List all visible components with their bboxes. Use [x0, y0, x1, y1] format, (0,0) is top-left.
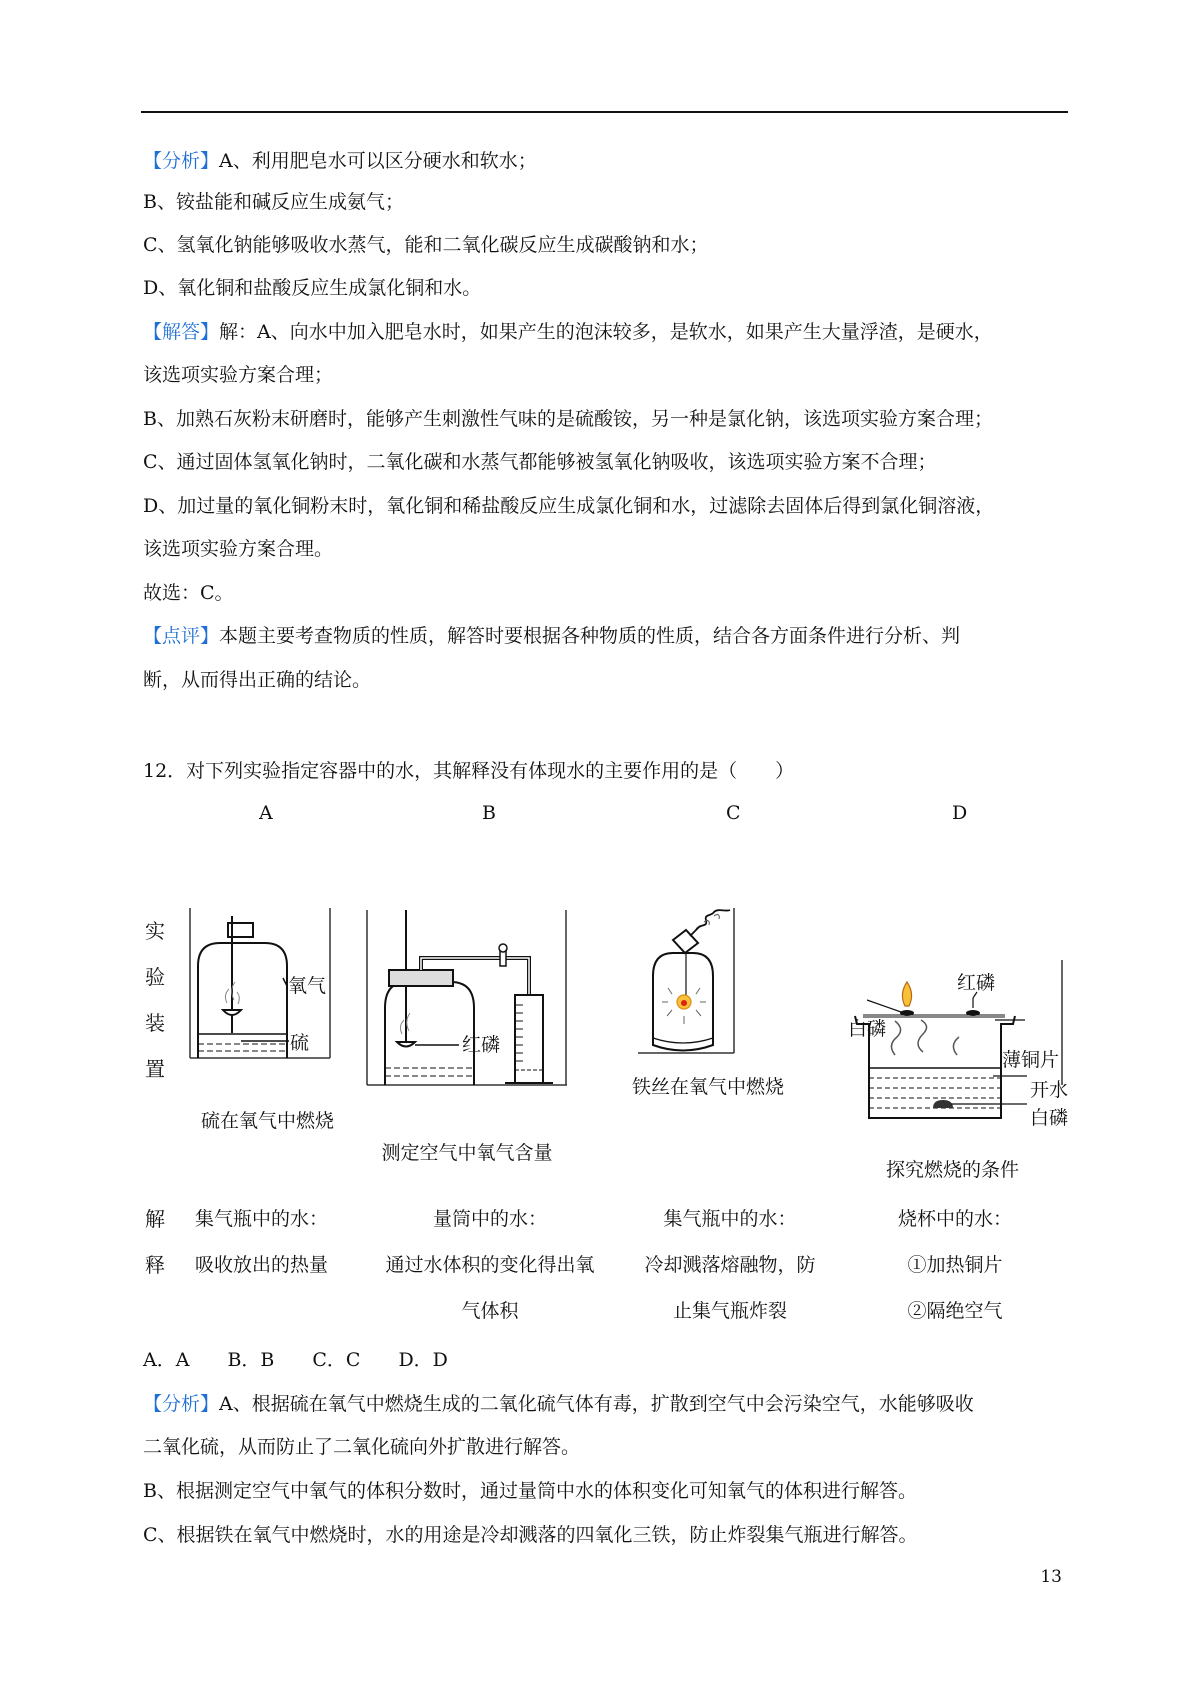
row-label-explain-2: 释 [145, 1253, 165, 1277]
fig-a-sulfur-pointer [241, 1038, 291, 1044]
answer-choice: 故选：C。 [143, 582, 234, 604]
page-number: 13 [1040, 1567, 1062, 1587]
row-label-device-2: 验 [145, 965, 165, 989]
col-letter-c: C [726, 802, 741, 824]
fig-d-white-phosphorus-bottom-label: 白磷 [1030, 1107, 1069, 1129]
row-label-explain-1: 解 [145, 1207, 165, 1231]
figure-c-iron-combustion [638, 908, 738, 1058]
answer-line-d2: 该选项实验方案合理。 [143, 538, 334, 560]
analysis2-line-c: C、根据铁在氧气中燃烧时，水的用途是冷却溅落的四氧化三铁，防止炸裂集气瓶进行解答。 [143, 1524, 918, 1546]
row-label-device-1: 实 [145, 919, 165, 943]
header-rule [141, 111, 1068, 113]
explain-a-2: 吸收放出的热量 [195, 1254, 329, 1276]
question-stem: 12．对下列实验指定容器中的水，其解释没有体现水的主要作用的是（ ） [143, 760, 795, 782]
fig-b-red-phosphorus-label: 红磷 [462, 1034, 501, 1056]
fig-d-hot-water-label: 开水 [1030, 1079, 1069, 1101]
answer-line-a2: 该选项实验方案合理； [143, 364, 334, 386]
answer-line-a1: 【解答】解：A、向水中加入肥皂水时，如果产生的泡沫较多，是软水，如果产生大量浮渣，是硬水， [143, 321, 993, 343]
explain-d-2: ①加热铜片 [907, 1254, 1003, 1276]
explain-d-1: 烧杯中的水： [897, 1208, 1012, 1230]
row-label-device-4: 置 [145, 1057, 165, 1081]
comment-line-1: 【点评】本题主要考查物质的性质，解答时要根据各种物质的性质，结合各方面条件进行分析、判 [143, 625, 961, 647]
explain-c-1: 集气瓶中的水： [663, 1208, 797, 1230]
col-letter-b: B [482, 802, 496, 824]
fig-a-sulfur-label: 硫 [290, 1032, 310, 1054]
answer-tag: 【解答】 [143, 321, 220, 343]
col-letter-a: A [259, 802, 273, 824]
explain-b-1: 量筒中的水： [432, 1208, 547, 1230]
caption-c: 铁丝在氧气中燃烧 [631, 1076, 784, 1098]
explain-c-2: 冷却溅落熔融物，防 [644, 1254, 816, 1276]
fig-d-red-phosphorus-label: 红磷 [957, 972, 996, 994]
analysis2-line-a1: 【分析】A、根据硫在氧气中燃烧生成的二氧化硫气体有毒，扩散到空气中会污染空气，水能够吸收 [143, 1393, 974, 1415]
caption-a: 硫在氧气中燃烧 [200, 1110, 334, 1132]
caption-d: 探究燃烧的条件 [885, 1159, 1019, 1181]
analysis2-line-b: B、根据测定空气中氧气的体积分数时，通过量筒中水的体积变化可知氧气的体积进行解答。 [143, 1480, 917, 1502]
answer-options: A．A B．B C．C D．D [143, 1349, 448, 1371]
explain-c-3: 止集气瓶炸裂 [672, 1300, 787, 1322]
analysis-line-c: C、氢氧化钠能够吸收水蒸气，能和二氧化碳反应生成碳酸钠和水； [143, 234, 709, 256]
explain-d-3: ②隔绝空气 [907, 1300, 1003, 1322]
analysis2-tag: 【分析】 [143, 1393, 220, 1415]
caption-b: 测定空气中氧气含量 [381, 1142, 553, 1164]
fig-a-oxygen-label: 氧气 [288, 975, 327, 997]
answer-line-b: B、加熟石灰粉末研磨时，能够产生刺激性气味的是硫酸铵，另一种是氯化钠，该选项实验方案合理； [143, 408, 993, 430]
analysis-line-b: B、铵盐能和碱反应生成氨气； [143, 191, 404, 213]
row-label-device-3: 装 [145, 1011, 165, 1035]
explain-b-3: 气体积 [461, 1300, 519, 1322]
explain-a-1: 集气瓶中的水： [195, 1208, 329, 1230]
analysis-line-a: 【分析】A、利用肥皂水可以区分硬水和软水； [143, 150, 537, 172]
analysis-tag: 【分析】 [143, 150, 220, 172]
analysis2-line-a2: 二氧化硫，从而防止了二氧化硫向外扩散进行解答。 [143, 1436, 581, 1458]
col-letter-d: D [952, 802, 968, 824]
answer-line-d1: D、加过量的氧化铜粉末时，氧化铜和稀盐酸反应生成氯化铜和水，过滤除去固体后得到氯化铜溶液， [143, 495, 995, 517]
explain-b-2: 通过水体积的变化得出氧 [385, 1254, 595, 1276]
comment-line-2: 断，从而得出正确的结论。 [143, 669, 372, 691]
comment-tag: 【点评】 [143, 625, 220, 647]
answer-line-c: C、通过固体氢氧化钠时，二氧化碳和水蒸气都能够被氢氧化钠吸收，该选项实验方案不合理； [143, 451, 937, 473]
fig-d-copper-sheet-label: 薄铜片 [1002, 1049, 1060, 1071]
figure-b-oxygen-content [367, 910, 567, 1090]
fig-d-white-phosphorus-top-label: 白磷 [848, 1018, 887, 1040]
analysis-line-d: D、氧化铜和盐酸反应生成氯化铜和水。 [143, 277, 482, 299]
